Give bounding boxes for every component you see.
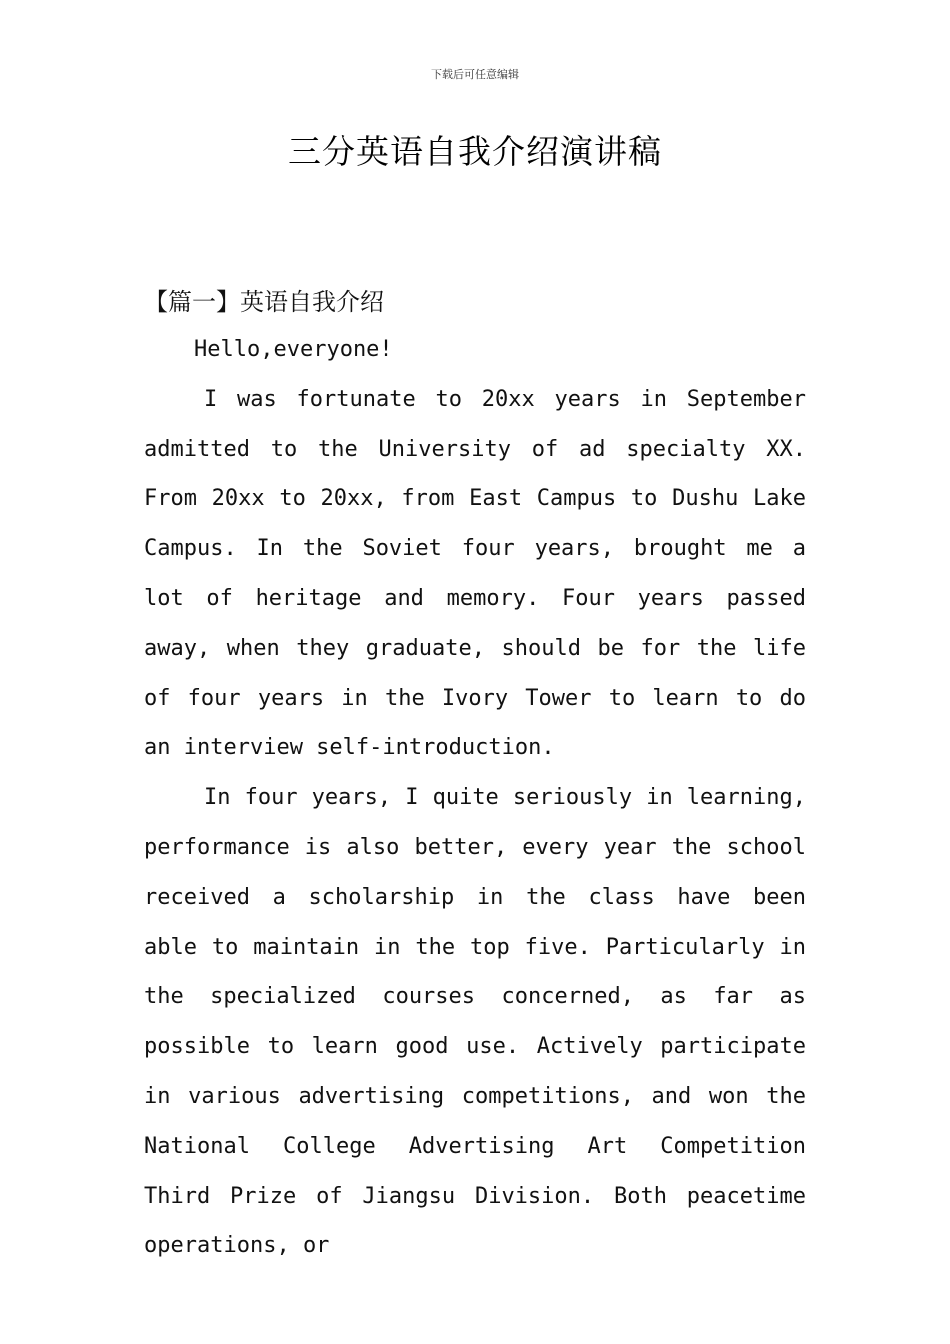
document-body <box>144 325 806 1271</box>
paragraph-2: In four years, I quite seriously in learning, performance is also better, every year the school received a scholarship in the class have been able to maintain in the top five. Particularly in the specialized courses concerned, as far as possible to learn good use. Actively participate in various advertising competitions, and won the National College Advertising Art Competition Third Prize of Jiangsu Division. Both peacetime operations, or <box>144 785 806 1259</box>
section-heading: 【篇一】英语自我介绍 <box>144 288 384 316</box>
header-note: 下载后可任意编辑 <box>431 68 519 81</box>
document-title: 三分英语自我介绍演讲稿 <box>288 132 662 171</box>
paragraph-1: I was fortunate to 20xx years in September admitted to the University of ad specialty XX. From 20xx to 20xx, from East Campus to Dushu Lake Campus. In the Soviet four years, brought me a lot of heritage and memory. Four years passed away, when they graduate, should be for the life of four years in the Ivory Tower to learn to do an interview self-introduction. <box>144 386 806 761</box>
greeting-line: Hello,everyone! <box>194 337 393 362</box>
